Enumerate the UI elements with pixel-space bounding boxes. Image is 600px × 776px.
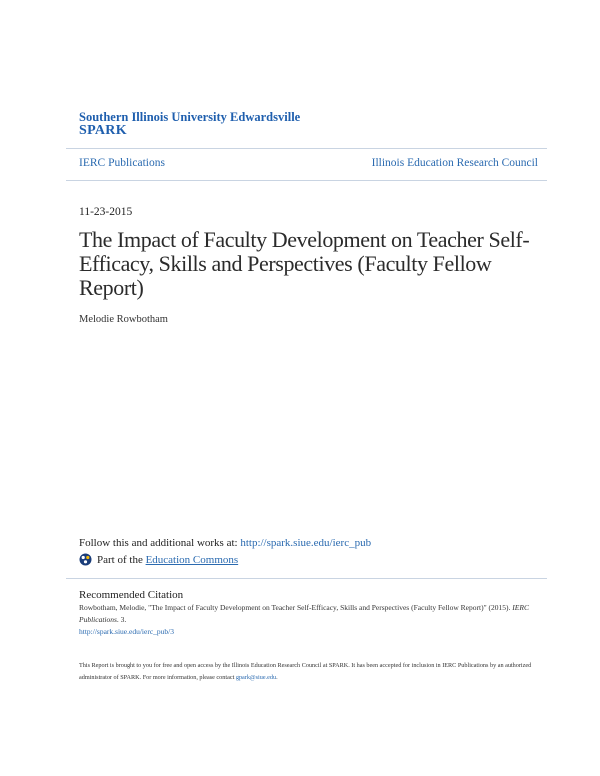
council-link[interactable]: Illinois Education Research Council xyxy=(371,157,538,169)
collection-link[interactable]: IERC Publications xyxy=(79,157,165,169)
part-of-text: Part of the xyxy=(97,553,143,566)
citation-number: . 3. xyxy=(116,615,127,624)
education-commons-link[interactable]: Education Commons xyxy=(145,553,239,566)
repository-name[interactable]: SPARK xyxy=(79,123,127,138)
citation-heading: Recommended Citation xyxy=(79,589,184,601)
notice-text: This Report is brought to you for free and open access by the Illinois Education Research Council at SPARK. It has been accepted for inclusion in IERC Publications by an authorized administrator of SPARK. For more information, please contact xyxy=(79,662,532,681)
contact-email-link[interactable]: gpark@siue.edu xyxy=(235,674,277,681)
follow-url-link[interactable]: http://spark.siue.edu/ierc_pub xyxy=(240,537,372,549)
notice-end: . xyxy=(276,674,278,681)
author-name: Melodie Rowbotham xyxy=(79,314,168,325)
commons-network-icon xyxy=(79,553,92,566)
citation-text: Rowbotham, Melodie, "The Impact of Faculty Development on Teacher Self-Efficacy, Skills and Perspectives (Faculty Fellow Report)" (2015). xyxy=(79,603,513,612)
citation-divider xyxy=(66,578,547,579)
follow-text: Follow this and additional works at: xyxy=(79,537,241,549)
citation-series: IERC Publications xyxy=(79,603,529,624)
citation-url-link[interactable]: http://spark.siue.edu/ierc_pub/3 xyxy=(79,627,174,636)
part-of-line xyxy=(79,553,238,566)
publication-date: 11-23-2015 xyxy=(79,206,133,218)
follow-line xyxy=(79,537,371,549)
header-divider-bottom xyxy=(66,180,547,181)
access-notice xyxy=(79,660,549,684)
citation-body xyxy=(79,602,549,638)
document-title: The Impact of Faculty Development on Teacher Self-Efficacy, Skills and Perspectives (Faculty Fellow Report) xyxy=(79,227,530,300)
header-divider-top xyxy=(66,148,547,149)
institution-name: Southern Illinois University Edwardsville xyxy=(79,110,301,124)
